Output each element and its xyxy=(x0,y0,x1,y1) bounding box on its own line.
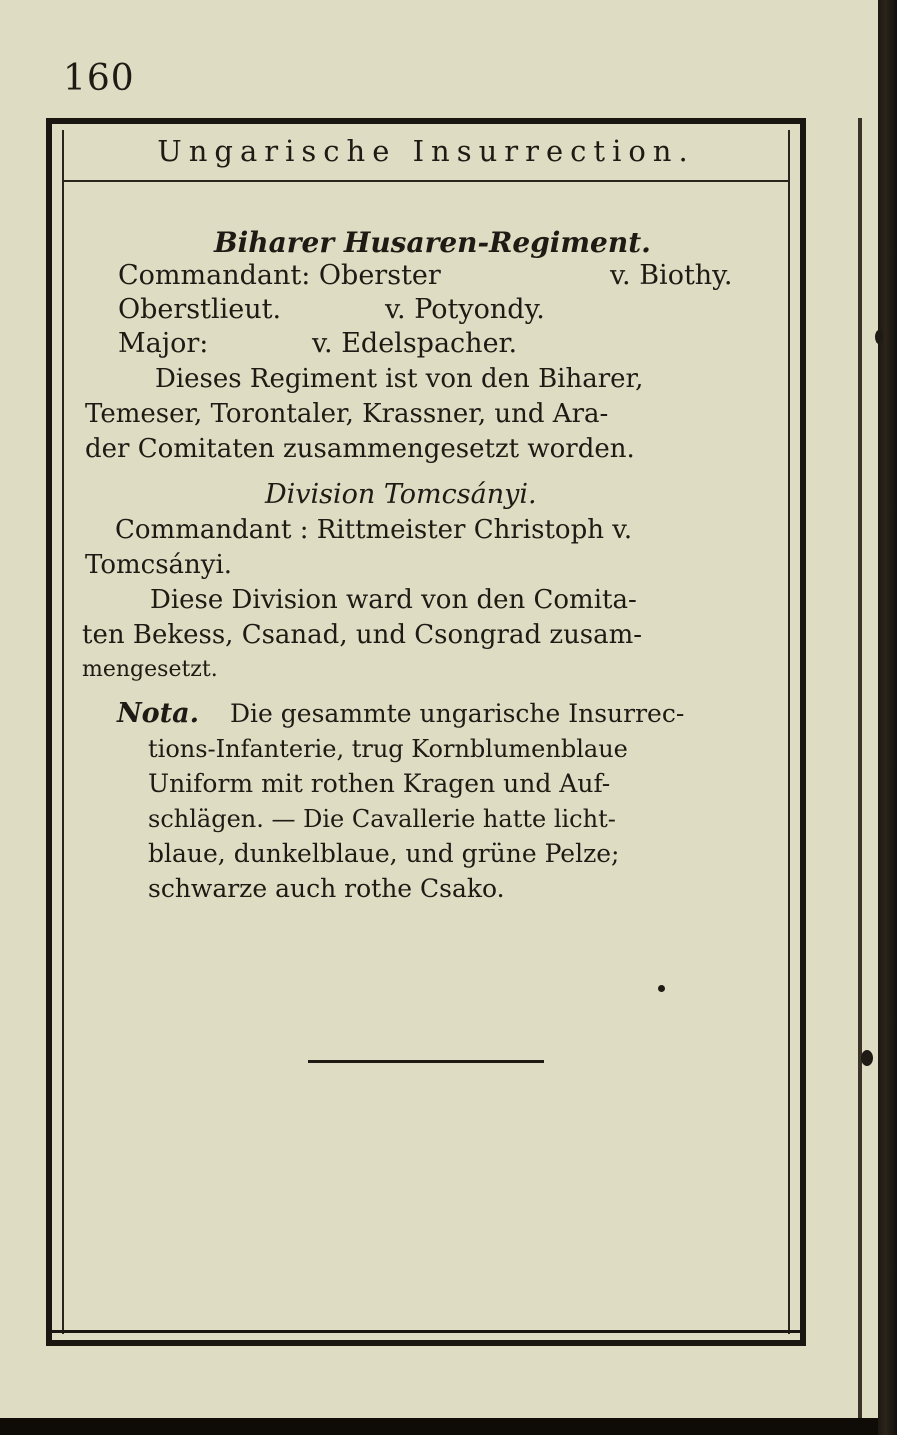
officer-rank: Oberstlieut. xyxy=(118,294,282,325)
body-text-line: ten Bekess, Csanad, und Csongrad zusam- xyxy=(82,620,643,650)
section-heading-division: Division Tomcsányi. xyxy=(265,479,537,510)
header-rule xyxy=(62,180,790,182)
nota-line: Die gesammte ungarische Insurrec- xyxy=(230,699,685,728)
page-spine-line xyxy=(858,118,862,1418)
nota-line: Uniform mit rothen Kragen und Auf- xyxy=(148,769,611,798)
ink-spot xyxy=(658,985,665,992)
nota-line: blaue, dunkelblaue, und grüne Pelze; xyxy=(148,839,620,868)
body-text-line: der Comitaten zusammengesetzt worden. xyxy=(85,434,635,464)
officer-name: v. Biothy. xyxy=(610,260,733,291)
nota-line: schlägen. — Die Cavallerie hatte licht- xyxy=(148,805,616,833)
officer-name: v. Edelspacher. xyxy=(312,328,518,359)
section-heading-biharer: Biharer Husaren-Regiment. xyxy=(214,226,651,259)
ink-spot xyxy=(861,1050,873,1066)
officer-rank: Major: xyxy=(118,328,209,359)
nota-line: schwarze auch rothe Csako. xyxy=(148,874,505,903)
page-number: 160 xyxy=(63,58,135,99)
body-text-line: mengesetzt. xyxy=(82,657,218,682)
end-rule xyxy=(308,1060,544,1063)
nota-line: tions-Infanterie, trug Kornblumenblaue xyxy=(148,735,628,763)
body-text-line: Diese Division ward von den Comita- xyxy=(150,585,637,615)
commandant-line: Tomcsányi. xyxy=(85,550,233,580)
body-text-line: Dieses Regiment ist von den Biharer, xyxy=(155,364,644,394)
body-text-line: Temeser, Torontaler, Krassner, und Ara- xyxy=(85,399,609,429)
commandant-line: Commandant : Rittmeister Christoph v. xyxy=(115,515,633,545)
officer-rank: Commandant: Oberster xyxy=(118,260,441,291)
running-title: Ungarische Insurrection. xyxy=(157,134,695,168)
officer-name: v. Potyondy. xyxy=(385,294,545,325)
facing-page-edge xyxy=(878,0,897,1435)
nota-label: Nota. xyxy=(117,698,200,729)
ink-spot xyxy=(875,330,883,344)
bottom-rule xyxy=(52,1330,800,1333)
